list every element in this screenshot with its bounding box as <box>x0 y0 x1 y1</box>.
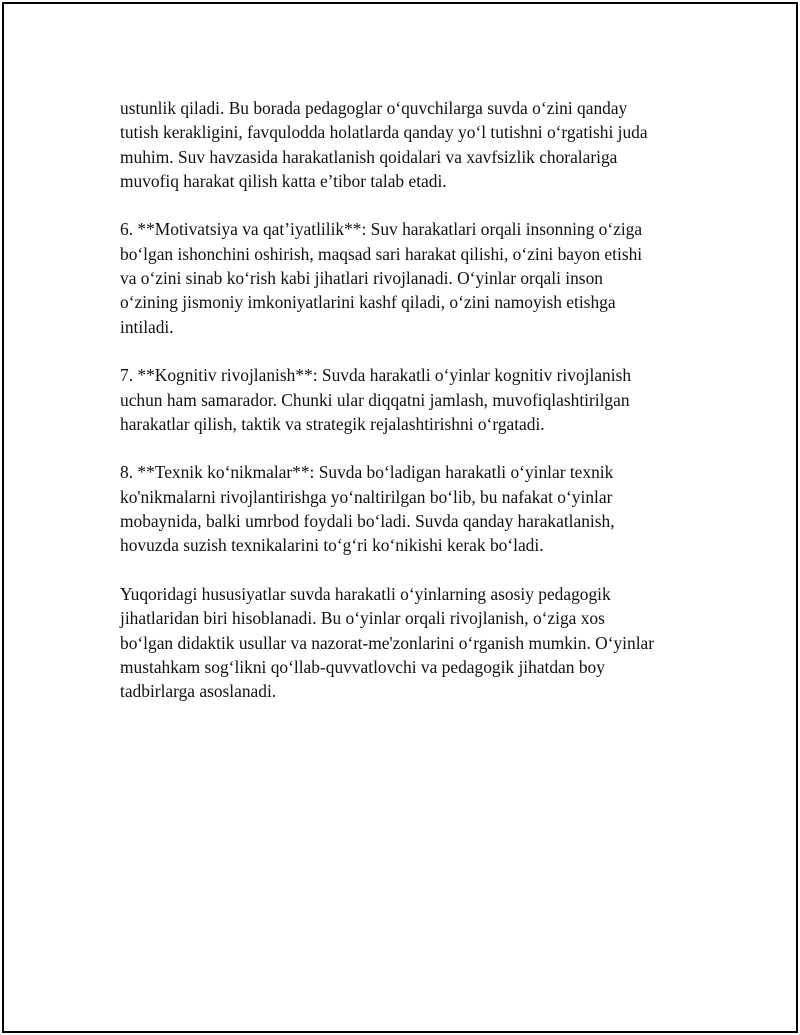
text-line: bo‘lgan didaktik usullar va nazorat-me'zonlarini o‘rganish mumkin. O‘yinlar <box>120 632 655 653</box>
paragraph-cognitive-development <box>120 363 680 436</box>
text-line: 8. **Texnik ko‘nikmalar**: Suvda bo‘ladigan harakatli o‘yinlar texnik <box>120 462 614 483</box>
document-body <box>120 96 680 728</box>
text-line: 6. **Motivatsiya va qat’iyatlilik**: Suv harakatlari orqali insonning o‘ziga <box>120 219 643 240</box>
text-line: muvofiq harakat qilish katta e’tibor talab etadi. <box>120 170 447 191</box>
document-page <box>2 2 798 1033</box>
text-line: va o‘zini sinab ko‘rish kabi jihatlari rivojlanadi. O‘yinlar orqali inson <box>120 268 603 289</box>
text-line: ko'nikmalarni rivojlantirishga yo‘naltirilgan bo‘lib, bu nafakat o‘yinlar <box>120 486 613 507</box>
paragraph-technical-skills <box>120 460 680 557</box>
text-line: tadbirlarga asoslanadi. <box>120 681 277 702</box>
text-line: 7. **Kognitiv rivojlanish**: Suvda harakatli o‘yinlar kognitiv rivojlanish <box>120 365 632 386</box>
text-line: tutish kerakligini, favqulodda holatlarda qanday yo‘l tutishni o‘rgatishi juda <box>120 122 648 143</box>
text-line: muhim. Suv havzasida harakatlanish qoidalari va xavfsizlik choralariga <box>120 146 618 167</box>
text-line: o‘zining jismoniy imkoniyatlarini kashf qiladi, o‘zini namoyish etishga <box>120 292 616 313</box>
text-line: ustunlik qiladi. Bu borada pedagoglar o‘quvchilarga suvda o‘zini qanday <box>120 98 628 118</box>
paragraph-conclusion <box>120 582 680 703</box>
text-line: jihatlaridan biri hisoblanadi. Bu o‘yinlar orqali rivojlanish, o‘ziga xos <box>120 608 605 629</box>
paragraph-motivation <box>120 217 680 338</box>
text-line: mobaynida, balki umrbod foydali bo‘ladi. Suvda qanday harakatlanish, <box>120 511 615 532</box>
paragraph-safety-continuation <box>120 96 680 193</box>
text-line: intiladi. <box>120 316 174 337</box>
text-line: mustahkam sog‘likni qo‘llab-quvvatlovchi va pedagogik jihatdan boy <box>120 656 605 677</box>
text-line: uchun ham samarador. Chunki ular diqqatni jamlash, muvofiqlashtirilgan <box>120 389 630 410</box>
text-line: hovuzda suzish texnikalarini to‘g‘ri ko‘nikishi kerak bo‘ladi. <box>120 535 544 556</box>
text-line: harakatlar qilish, taktik va strategik rejalashtirishni o‘rgatadi. <box>120 413 545 434</box>
text-line: bo‘lgan ishonchini oshirish, maqsad sari harakat qilishi, o‘zini bayon etishi <box>120 243 643 264</box>
text-line: Yuqoridagi hususiyatlar suvda harakatli o‘yinlarning asosiy pedagogik <box>120 583 611 604</box>
